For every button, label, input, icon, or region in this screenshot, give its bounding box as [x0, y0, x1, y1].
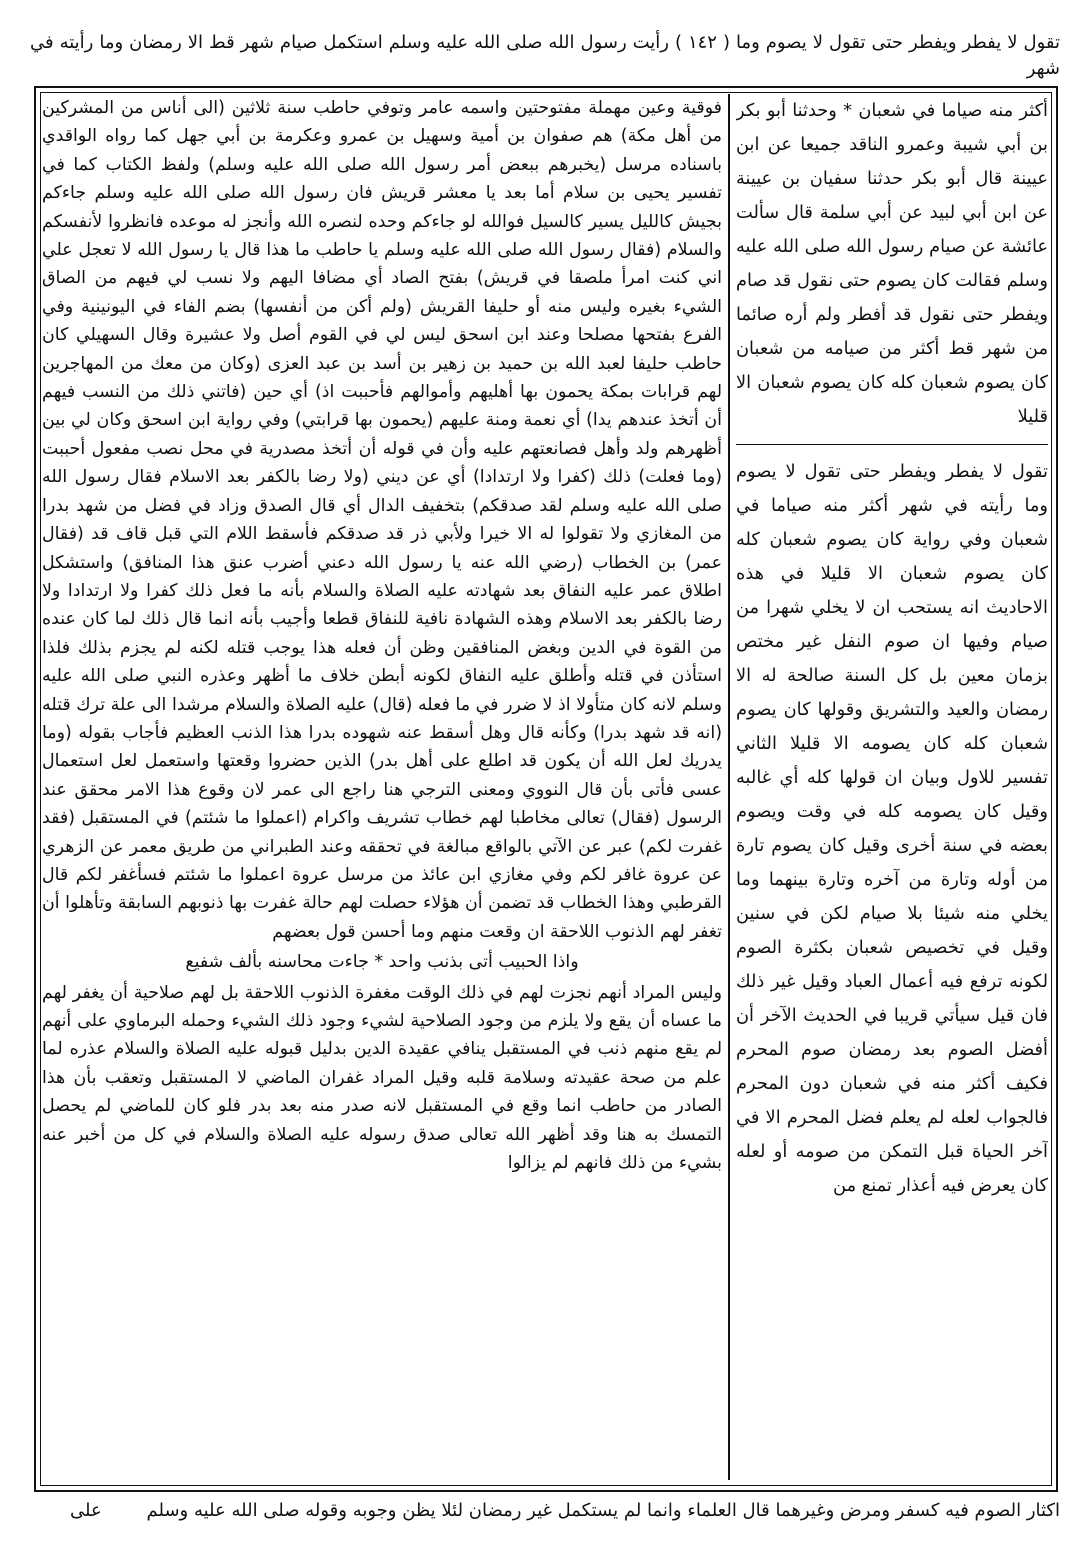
catchword: على: [70, 1500, 102, 1521]
page-footer: [30, 1494, 1060, 1554]
side-commentary-text: تقول لا يفطر ويفطر حتى تقول لا يصوم وما رأيته في شهر أكثر منه صياما في شعبان وفي رواية كان يصوم شعبان كله كان يصوم شعبان الا قليلا في هذه الاحاديث انه يستحب ان لا يخلي شهرا من صيام وفيها ان صوم النفل غير مختص بزمان معين بل كل السنة صالحة له الا رمضان والعيد والتشريق وقولها كان يصوم شعبان كله كان يصومه الا قليلا الثاني تفسير للاول وبيان ان قولها كله أي غالبه وقيل كان يصومه كله في وقت ويصوم بعضه في سنة أخرى وقيل كان يصوم تارة من أوله وتارة من آخره وتارة بينهما وما يخلي منه شيئا بلا صيام لكن في سنين وقيل في تخصيص شعبان بكثرة الصوم لكونه ترفع فيه أعمال العباد وقيل غير ذلك فان قيل سيأتي قريبا في الحديث الآخر أن أفضل الصوم بعد رمضان صوم المحرم فكيف أكثر منه في شعبان دون المحرم فالجواب لعله لم يعلم فضل المحرم الا في آخر الحياة قبل التمكن من صومه أو لعله كان يعرض فيه أعذار تمنع من: [736, 461, 1048, 1196]
footer-text: اكثار الصوم فيه كسفر ومرض وغيرهما قال العلماء وانما لم يستكمل غير رمضان لئلا يظن وجوبه وقوله صلى الله عليه وسلم: [146, 1500, 1060, 1521]
side-margin-column: [736, 94, 1048, 1480]
header-text: تقول لا يفطر ويفطر حتى تقول لا يصوم وما ( ١٤٢ ) رأيت رسول الله صلى الله عليه وسلم استكمل صيام شهر قط الا رمضان وما رأيته في شهر: [30, 32, 1060, 79]
main-commentary-column: [42, 94, 722, 1480]
main-paragraph: فوقية وعين مهملة مفتوحتين واسمه عامر وتوفي حاطب سنة ثلاثين (الى أناس من المشركين من أهل مكة) هم صفوان بن أمية وسهيل بن عمرو وعكرمة بن أبي جهل كما رواه الواقدي باسناده مرسل (يخبرهم ببعض أمر رسول الله صلى الله عليه وسلم) ولفظ الكتاب كما في تفسير يحيى بن سلام أما بعد يا معشر قريش فان رسول الله صلى الله عليه وسلم جاءكم بجيش كالليل يسير كالسيل فوالله لو جاءكم وحده لنصره الله وأنجز له موعده فانظروا لأنفسكم والسلام (فقال رسول الله صلى الله عليه وسلم يا حاطب ما هذا قال يا رسول الله لا تعجل علي اني كنت امرأ ملصقا في قريش) بفتح الصاد أي مضافا اليهم ولا نسب لي فيهم من الصاق الشيء بغيره وليس منه أو حليفا القريش (ولم أكن من أنفسها) بضم الفاء في اليونينية وفي الفرع بفتحها مصلحا وعند ابن اسحق ليس لي في القوم أصل ولا عشيرة وقال السهيلي كان حاطب حليفا لعبد الله بن حميد بن زهير بن أسد بن عبد العزى (وكان من معك من المهاجرين لهم قرابات بمكة يحمون بها أهليهم وأموالهم فأحببت اذ) أي حين (فاتني ذلك من النسب فيهم أن أتخذ عندهم يدا) أي نعمة ومنة عليهم (يحمون بها قرابتي) وفي رواية ابن اسحق وكان لي بين أظهرهم ولد وأهل فصانعتهم عليه وأن في قوله أن أتخذ مصدرية في محل نصب مفعول أحببت (وما فعلت) ذلك (كفرا ولا ارتدادا) أي عن ديني (ولا رضا بالكفر بعد الاسلام فقال رسول الله صلى الله عليه وسلم لقد صدقكم) بتخفيف الدال أي قال الصدق وزاد في فضل من شهد بدرا من المغازي ولا تقولوا له الا خيرا ولأبي ذر قد صدقكم فأسقط اللام التي قبل قاف قد (فقال عمر) بن الخطاب (رضي الله عنه يا رسول الله دعني أضرب عنق هذا المنافق) واستشكل اطلاق عمر عليه النفاق بعد شهادته عليه الصلاة والسلام بأنه ما فعل ذلك كفرا ولا ارتدادا ولا رضا بالكفر بعد الاسلام وهذه الشهادة نافية للنفاق قطعا وأجيب بأنه انما قال ذلك لما كان عنده من القوة في الدين وبغض المنافقين وظن أن فعله هذا يوجب قتله لكنه لم يجزم بذلك فلذا استأذن في قتله وأطلق عليه النفاق لكونه أبطن خلاف ما أظهر وعذره النبي صلى الله عليه وسلم لانه كان متأولا اذ لا ضرر في ما فعله (قال) عليه الصلاة والسلام مرشدا الى علة ترك قتله (انه قد شهد بدرا) وكأنه قال وهل أسقط عنه شهوده بدرا هذا الذنب العظيم فأجاب بقوله (وما يدريك لعل الله أن يكون قد اطلع على أهل بدر) الذين حضروا وقعتها واستعمل لعل استعمال عسى فأتى بأن قال النووي ومعنى الترجي هنا راجع الى عمر لان وقوع هذا الامر محقق عند الرسول (فقال) تعالى مخاطبا لهم خطاب تشريف واكرام (اعملوا ما شئتم) في المستقبل (فقد غفرت لكم) عبر عن الآتي بالواقع مبالغة في تحققه وعند الطبراني من طريق معمر عن الزهري عن عروة غافر لكم وفي مغازي ابن عائذ من مرسل عروة اعملوا ما شئتم فسأغفر لكم قال القرطبي وهذا الخطاب قد تضمن أن هؤلاء حصلت لهم حالة غفرت بها ذنوبهم السابقة وتأهلوا أن تغفر لهم الذنوب اللاحقة ان وقعت منهم وما أحسن قول بعضهم: [42, 98, 722, 942]
column-divider: [728, 94, 730, 1480]
side-section-rule: [736, 444, 1048, 445]
poetry-verse: واذا الحبيب أتى بذنب واحد * جاءت محاسنه بألف شفيع: [185, 952, 579, 973]
side-hadith-text: أكثر منه صياما في شعبان * وحدثنا أبو بكر بن أبي شيبة وعمرو الناقد جميعا عن ابن عيينة قال أبو بكر حدثنا سفيان بن عيينة عن ابن أبي لبيد عن أبي سلمة قال سألت عائشة عن صيام رسول الله صلى الله عليه وسلم فقالت كان يصوم حتى نقول قد صام ويفطر حتى نقول قد أفطر ولم أره صائما من شهر قط أكثر من صيامه من شعبان كان يصوم شعبان كله كان يصوم شعبان الا قليلا: [736, 100, 1048, 427]
main-paragraph: وليس المراد أنهم نجزت لهم في ذلك الوقت مغفرة الذنوب اللاحقة بل لهم صلاحية أن يغفر لهم ما عساه أن يقع ولا يلزم من وجود الصلاحية لشيء وجود ذلك الشيء وحمله البرماوي على أنهم لم يقع منهم ذنب في المستقبل ينافي عقيدة الدين بدليل قبوله عليه الصلاة والسلام عذره لما علم من صحة عقيدته وسلامة قلبه وقيل المراد غفران الماضي لا المستقبل وتعقب بأن هذا الصادر من حاطب انما وقع في المستقبل لانه صدر منه بعد بدر فلو كان للماضي لم يحصل التمسك به هنا وقد أظهر الله تعالى صدق رسوله عليه الصلاة والسلام في كل من أخبر عنه بشيء من ذلك فانهم لم يزالوا: [42, 982, 722, 1174]
running-header: [30, 30, 1060, 86]
